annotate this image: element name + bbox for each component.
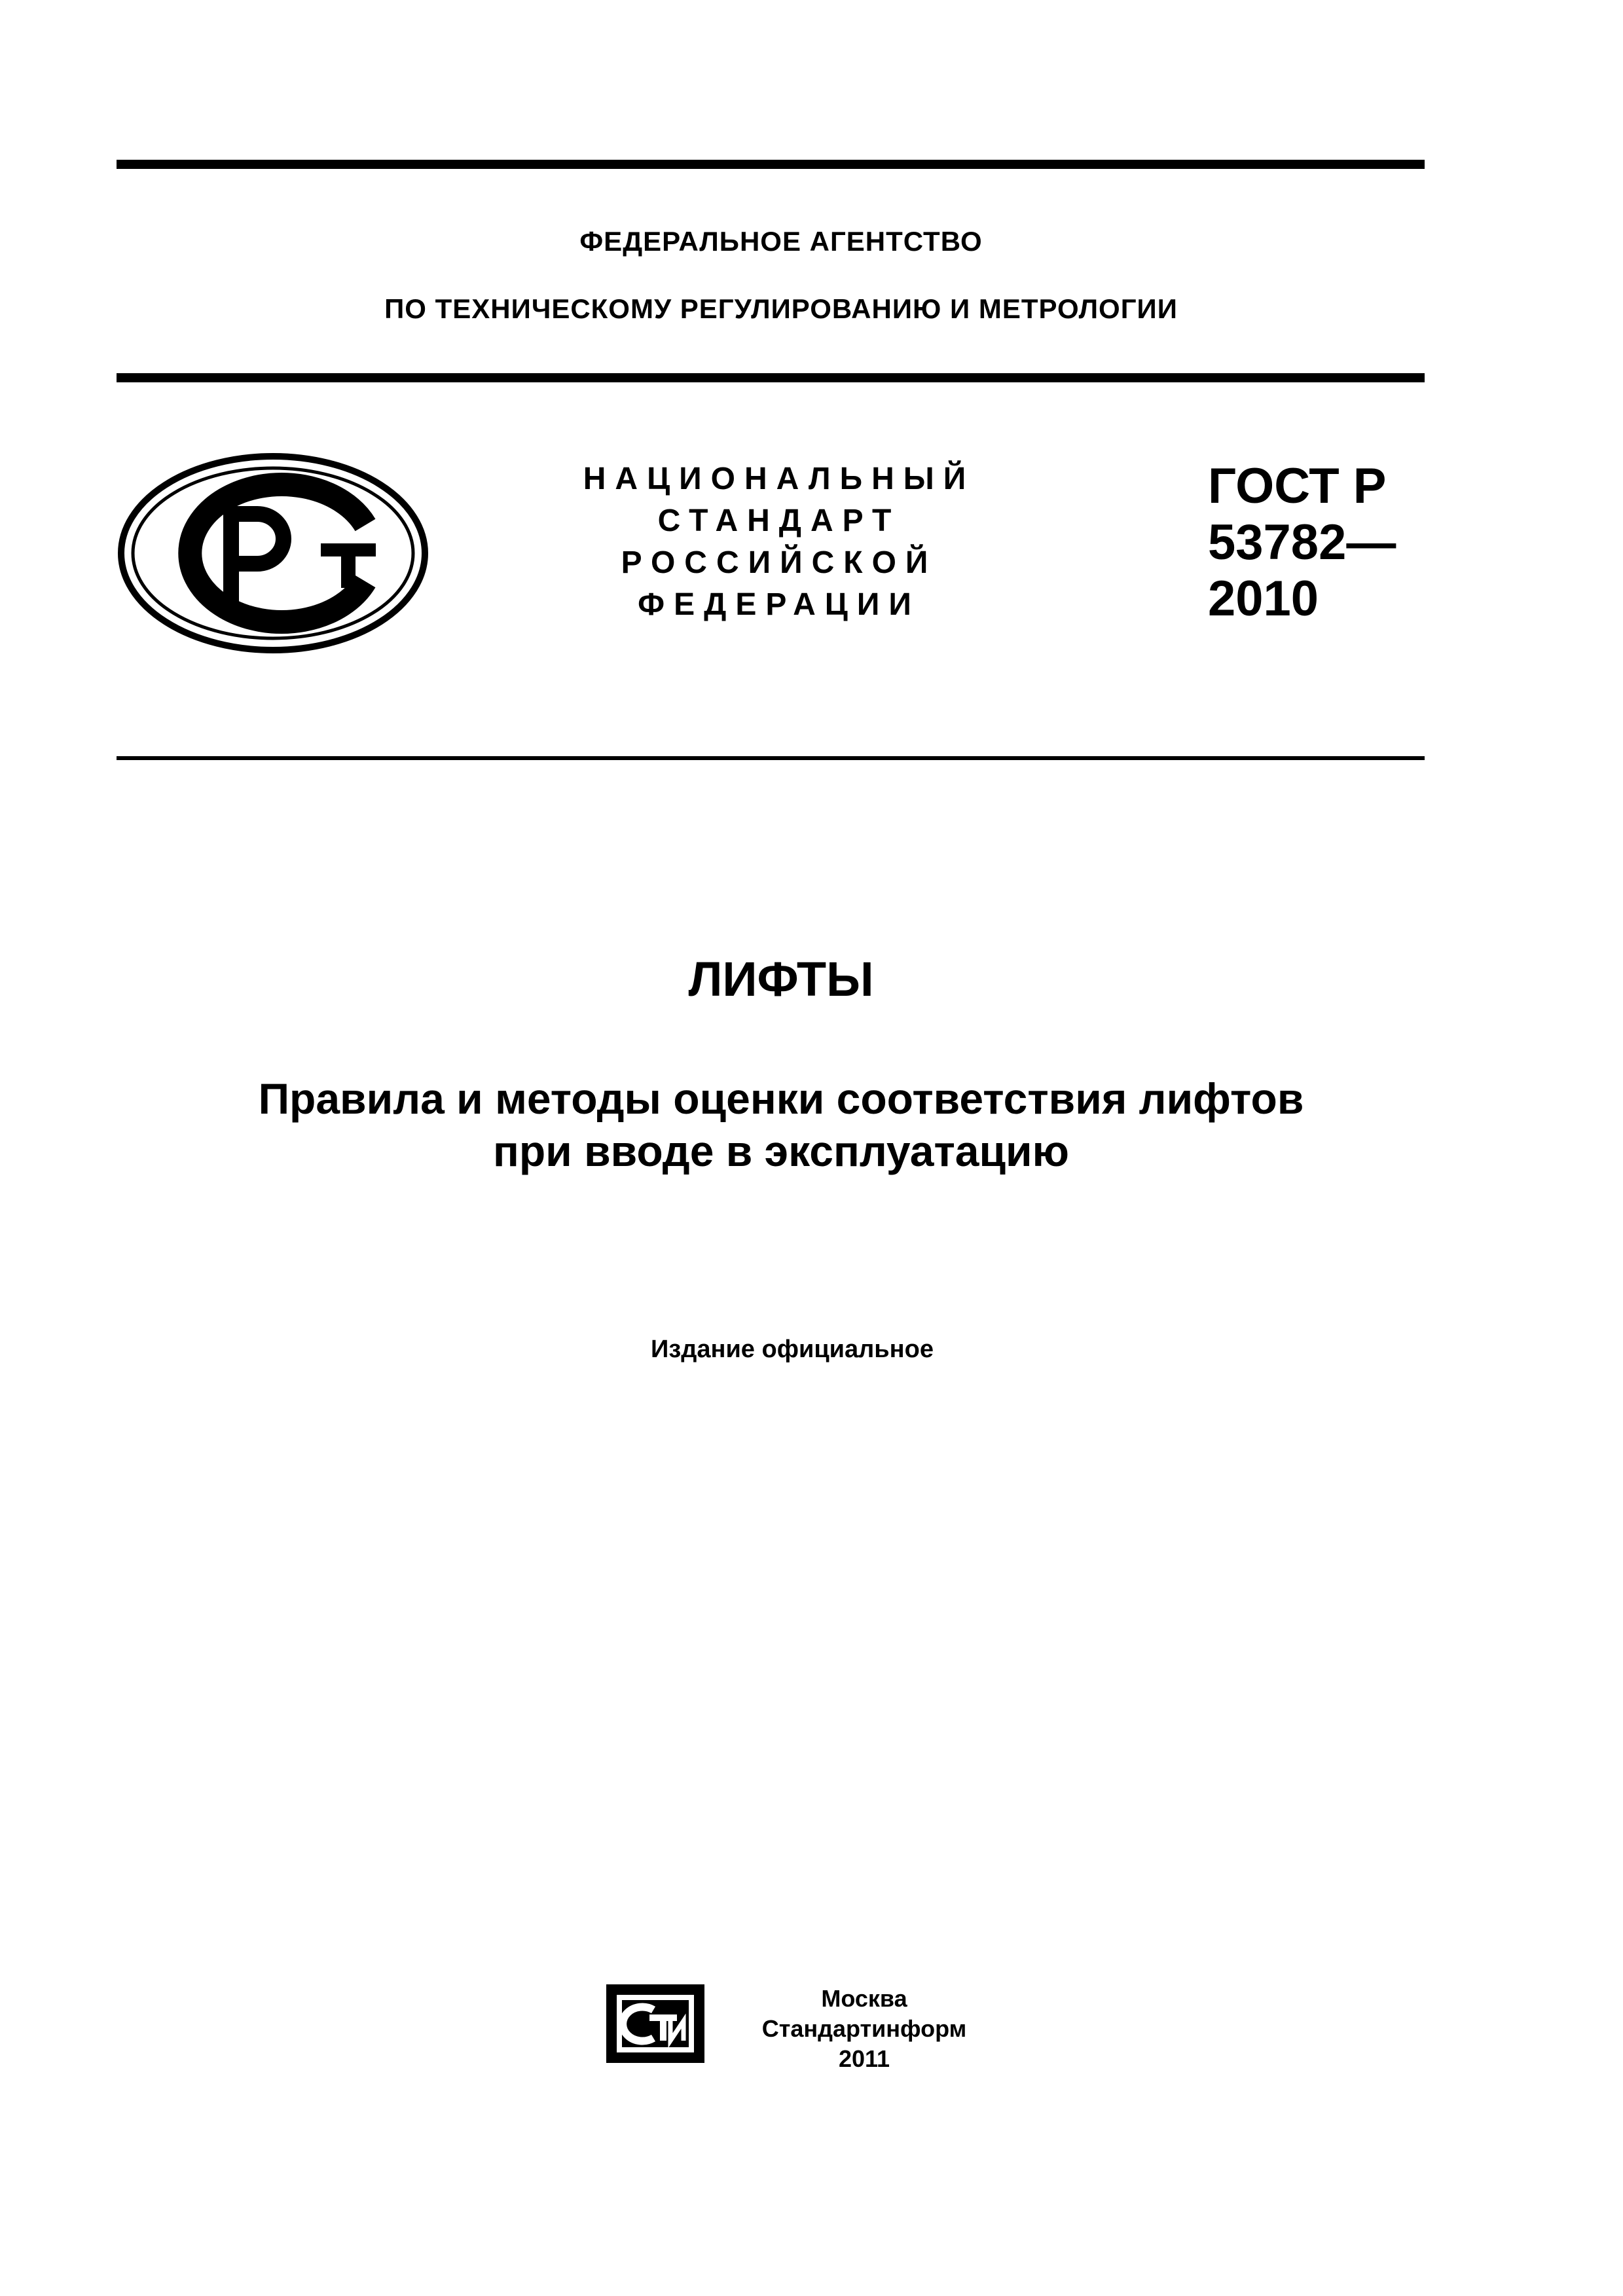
document-title: ЛИФТЫ: [688, 952, 874, 1006]
gost-code-line-1: ГОСТ Р: [1208, 458, 1387, 514]
publisher-year: 2011: [838, 2045, 890, 2072]
gost-code: [1208, 458, 1396, 627]
agency-line-2: ПО ТЕХНИЧЕСКОМУ РЕГУЛИРОВАНИЮ И МЕТРОЛОГИИ: [384, 293, 1178, 324]
document-subtitle-line-1: Правила и методы оценки соответствия лифтов: [258, 1074, 1304, 1123]
publisher-info: [727, 1984, 1002, 2074]
document-subtitle-line-2: при вводе в эксплуатацию: [493, 1127, 1069, 1175]
rst-logo: [117, 452, 429, 655]
publisher-name: Стандартинформ: [761, 2015, 967, 2042]
agency-line-1: ФЕДЕРАЛЬНОЕ АГЕНТСТВО: [579, 226, 983, 257]
top-rule: [117, 160, 1425, 169]
national-standard-label: [550, 458, 1008, 626]
standartinform-logo-icon: [602, 1980, 708, 2067]
standard-rule: [117, 756, 1425, 760]
edition-label: Издание официальное: [651, 1336, 934, 1363]
publisher-logo: [602, 1980, 708, 2067]
national-line-2: СТАНДАРТ: [657, 503, 901, 538]
publisher-city: Москва: [821, 1985, 907, 2012]
gost-code-line-2: 53782—: [1208, 515, 1396, 570]
rst-emblem-icon: [117, 452, 429, 655]
gost-code-line-3: 2010: [1208, 571, 1319, 627]
national-line-4: ФЕДЕРАЦИИ: [638, 587, 921, 622]
header-rule: [117, 373, 1425, 382]
national-line-3: РОССИЙСКОЙ: [621, 545, 938, 580]
national-line-1: НАЦИОНАЛЬНЫЙ: [583, 462, 976, 496]
